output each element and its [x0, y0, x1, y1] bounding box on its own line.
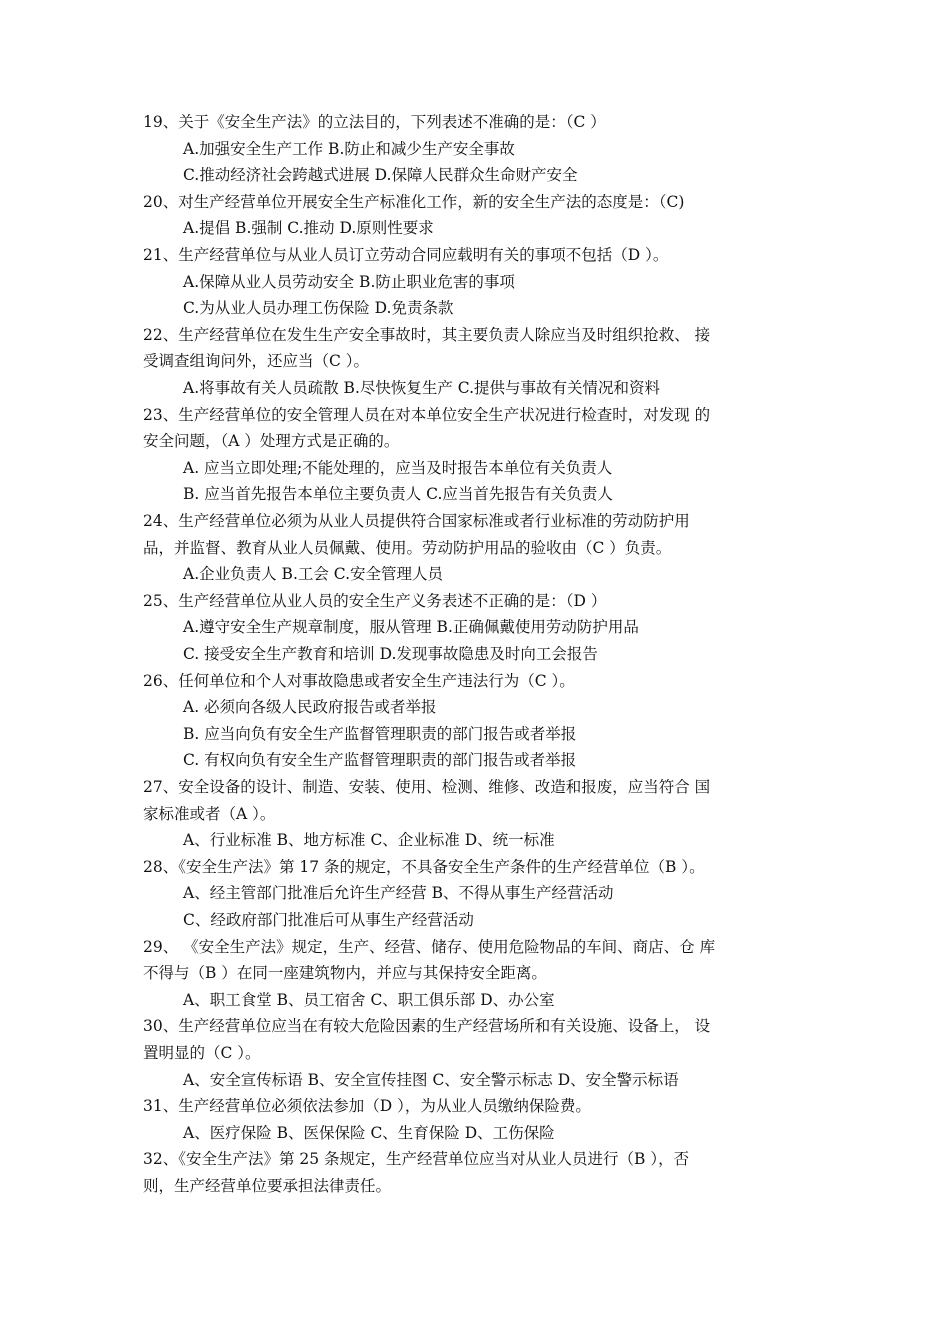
answer-options-line: A. 应当立即处理;不能处理的，应当及时报告本单位有关负责人: [183, 459, 613, 477]
answer-options-line: C. 接受安全生产教育和培训 D.发现事故隐患及时向工会报告: [183, 645, 598, 663]
answer-options-line: A.企业负责人 B.工会 C.安全管理人员: [183, 565, 444, 583]
question-text-line: 19、关于《安全生产法》的立法目的，下列表述不准确的是：（C ）: [143, 113, 606, 131]
question-text-line: 26、任何单位和个人对事故隐患或者安全生产违法行为（C ）。: [143, 672, 575, 690]
answer-options-line: B. 应当首先报告本单位主要负责人 C.应当首先报告有关负责人: [183, 485, 613, 503]
question-text-line: 安全问题，（A ）处理方式是正确的。: [143, 432, 400, 450]
question-text-line: 27、安全设备的设计、制造、安装、使用、检测、维修、改造和报废，应当符合 国: [143, 778, 711, 796]
answer-options-line: A、安全宣传标语 B、安全宣传挂图 C、安全警示标志 D、安全警示标语: [183, 1071, 679, 1089]
answer-options-line: C、经政府部门批准后可从事生产经营活动: [183, 911, 474, 929]
question-text-line: 家标准或者（A ）。: [143, 805, 276, 823]
question-text-line: 28、《安全生产法》第 17 条的规定，不具备安全生产条件的生产经营单位（B ）。: [143, 858, 705, 876]
answer-options-line: A.提倡 B.强制 C.推动 D.原则性要求: [183, 219, 434, 237]
answer-options-line: A.加强安全生产工作 B.防止和减少生产安全事故: [183, 140, 515, 158]
answer-options-line: C. 有权向负有安全生产监督管理职责的部门报告或者举报: [183, 751, 577, 769]
question-text-line: 31、生产经营单位必须依法参加（D ），为从业人员缴纳保险费。: [143, 1097, 591, 1115]
question-text-line: 则，生产经营单位要承担法律责任。: [143, 1177, 392, 1195]
question-text-line: 品，并监督、教育从业人员佩戴、使用。劳动防护用品的验收由（C ）负责。: [143, 539, 672, 557]
question-text-line: 22、生产经营单位在发生生产安全事故时，其主要负责人除应当及时组织抢救、 接: [143, 326, 711, 344]
question-text-line: 不得与（B ）在同一座建筑物内，并应与其保持安全距离。: [143, 964, 547, 982]
question-text-line: 25、生产经营单位从业人员的安全生产义务表述不正确的是：（D ）: [143, 592, 607, 610]
question-text-line: 置明显的（C ）。: [143, 1044, 261, 1062]
question-text-line: 24、生产经营单位必须为从业人员提供符合国家标准或者行业标准的劳动防护用: [143, 512, 690, 530]
question-text-line: 32、《安全生产法》第 25 条规定，生产经营单位应当对从业人员进行（B ），否: [143, 1150, 690, 1168]
answer-options-line: C.推动经济社会跨越式进展 D.保障人民群众生命财产安全: [183, 166, 578, 184]
question-text-line: 23、生产经营单位的安全管理人员在对本单位安全生产状况进行检查时，对发现 的: [143, 406, 711, 424]
answer-options-line: A.保障从业人员劳动安全 B.防止职业危害的事项: [183, 273, 515, 291]
answer-options-line: A.将事故有关人员疏散 B.尽快恢复生产 C.提供与事故有关情况和资料: [183, 379, 661, 397]
question-text-line: 30、生产经营单位应当在有较大危险因素的生产经营场所和有关设施、设备上， 设: [143, 1017, 711, 1035]
answer-options-line: C.为从业人员办理工伤保险 D.免责条款: [183, 299, 454, 317]
answer-options-line: A、职工食堂 B、员工宿舍 C、职工俱乐部 D、办公室: [183, 991, 555, 1009]
answer-options-line: B. 应当向负有安全生产监督管理职责的部门报告或者举报: [183, 725, 577, 743]
answer-options-line: A.遵守安全生产规章制度，服从管理 B.正确佩戴使用劳动防护用品: [183, 618, 639, 636]
question-text-line: 20、对生产经营单位开展安全生产标准化工作，新的安全生产法的态度是：（C): [143, 193, 685, 211]
question-text-line: 21、生产经营单位与从业人员订立劳动合同应载明有关的事项不包括（D ）。: [143, 246, 669, 264]
answer-options-line: A. 必须向各级人民政府报告或者举报: [183, 698, 437, 716]
question-text-line: 受调查组询问外，还应当（C ）。: [143, 352, 370, 370]
answer-options-line: A、行业标准 B、地方标准 C、企业标准 D、统一标准: [183, 831, 555, 849]
answer-options-line: A、医疗保险 B、医保保险 C、生育保险 D、工伤保险: [183, 1124, 555, 1142]
answer-options-line: A、经主管部门批准后允许生产经营 B、不得从事生产经营活动: [183, 884, 614, 902]
question-text-line: 29、 《安全生产法》规定，生产、经营、储存、使用危险物品的车间、商店、仓 库: [143, 938, 716, 956]
